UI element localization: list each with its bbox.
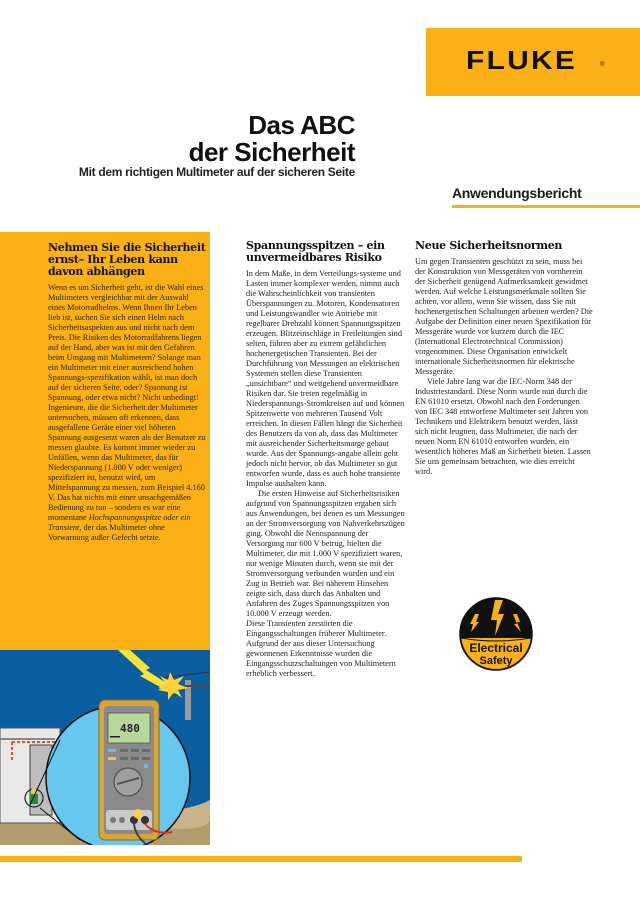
transients-paragraph-1: In dem Maße, in dem Verteilungs-systeme und Lasten immer komplexer werden, nimmt auch die Wahrscheinlichkeit von transienten Überspannungen zu. Motoren, Kondensatoren und Leistungswandler wie Antriebe mit regelbarer Drehzahl können Spannungsspitzen erzeugen. Blitzeinschläge in Freileitungen sind selten, führen aber zu extrem gefährlichen hochenergetischen Transienten. Bei der Durchführung von Messungen an elektrischen Systemen stellen diese Transienten „unsichtbare“ und weitgehend unvermeidbare Risiken dar. Sie treten regelmäßig in Niederspannungs-Stromkreisen auf und können Spitzenwerte von mehreren Tausend Volt erreichen. In diesen Fällen hängt die Sicherheit des Benutzers da von ab, dass das Multimeter mit ausreichender Sicherheitsmarge gebaut wurde. Aus der Spannungs-angabe allein geht jedoch nicht hervor, ob das Multimeter so gut entworfen wurde, dass es auch hohe transiente Impulse aushalten kann. <box>246 269 405 488</box>
standards-body <box>415 257 593 477</box>
transients-heading: Spannungsspitzen – ein unvermeidbares Risiko <box>246 239 385 264</box>
intro-sidebar <box>0 232 210 650</box>
transients-section <box>246 240 408 679</box>
standards-paragraph-1: Um gegen Transienten geschützt zu sein, muss bei der Konstruktion von Messgeräten von vornherein der Sicherheit genügend Aufmerksamkeit gewidmet werden. Auf welche Leistungsmerkmale sollten Sie achten, vor allem, wenn Sie wissen, dass Sie mit hochenergetischen Schaltungen arbeiten werden? Die Aufgabe der Definition einer neuen Spezifikation für Messgeräte wurde vor kurzem durch die IEC (International Electrotechnical Commission) vorgenommen. Diese Organisation entwickelt internationale Sicherheitsnormen für elektrische Messgeräte. <box>415 257 593 376</box>
transients-body <box>246 269 408 679</box>
sidebar-body-italic: Hochspannungsspitze oder ein Transient <box>48 513 191 532</box>
standards-paragraph-2: Viele Jahre lang war die IEC-Norm 348 der Industriestandard. Diese Norm wurde nun durch die EN 61010 ersetzt. Obwohl nach den Forderungen von IEC 348 entworfene Multimeter seit Jahren von Technikern und Elektrikern benutzt werden, lässt sich nicht leugnen, dass Multimeter, die nach der neuen Norm EN 61010 entworfen wurden, ein wesentlich höheres Maß an Sicherheit bieten. Lassen Sie uns gemeinsam betrachten, wie dies erreicht wird. <box>415 377 591 476</box>
sidebar-heading: Nehmen Sie die Sicherheit ernst– Ihr Leben kann davon abhängen <box>48 241 206 278</box>
title-line-1: Das ABC <box>248 110 355 140</box>
badge-line-1: Electrical <box>469 641 523 655</box>
document-type-label: Anwendungsbericht <box>452 185 582 201</box>
badge-line-2: Safety <box>479 655 513 667</box>
sidebar-body <box>48 283 206 543</box>
transients-paragraph-3: Diese Transienten zerstörten die Eingangsschaltungen früherer Multimeter. Aufgrund der aus dieser Untersuchung gewonnenen Erkenntnisse wurden die Eingangsschutzschaltungen von Multimetern erheblich verbessert. <box>246 619 396 678</box>
page-subtitle: Mit dem richtigen Multimeter auf der sicheren Seite <box>78 165 355 179</box>
standards-heading: Neue Sicherheitsnormen <box>415 239 563 252</box>
sidebar-body-part2: , der das Multimeter ohne Vorwarnung außer Gefecht setzte. <box>48 523 165 542</box>
standards-section <box>415 240 593 477</box>
electrical-safety-badge <box>451 592 541 672</box>
multimeter-icon <box>0 650 210 845</box>
sidebar-body-part1: Wenn es um Sicherheit geht, ist die Wahl eines Multimeters vergleichbar mit der Auswahl eines Motorradhelms. Wenn Ihnen Ihr Leben lieb ist, suchen Sie sich einen Helm nach Sicherheitsaspekten aus und nicht nach dem Preis. Die Risiken des Motorradfahrens liegen auf der Hand, aber was ist mit den Gefahren beim Umgang mit Multimetern? Solange man ein Multimeter mit einer ausreichend hohen Spannungs-spezifikation wählt, ist man doch auf der sicheren Seite, oder? Spannung ist Spannung, oder etwa nicht? Nicht unbedingt! Ingenieure, die die Sicherheit der Multimeter untersuchen, müssen oft erkennen, dass ausgefallene Geräte einer viel höheren Spannung ausgesetzt waren als der Benutzer zu messen glaubte. Es kommt immer wieder zu Unfällen, wenn das Multimeter, das für Niederspannung (1.000 V oder weniger) spezifiziert ist, benutzt wird, um Mittelspannung zu messen, zum Beispiel 4.160 V. Das hat nichts mit einer unsachgemäßen Bedienung zu tun – sondern es war eine momentane <box>48 283 206 522</box>
fluke-logo <box>426 28 640 96</box>
multimeter-illustration <box>0 650 210 845</box>
doc-type-underline <box>452 205 640 208</box>
footer-accent-bar <box>0 856 522 862</box>
logo-text: FLUKE <box>466 45 578 75</box>
title-line-2: der Sicherheit <box>188 137 355 167</box>
registered-mark: ® <box>600 62 605 68</box>
page-title <box>189 112 355 166</box>
lightning-bolt-icon <box>451 592 541 672</box>
meter-reading: 480 <box>120 722 140 735</box>
transients-paragraph-2: Die ersten Hinweise auf Sicherheitsrisiken aufgrund von Spannungsspitzen ergaben sich aus Anwendungen, bei denen es um Messungen an der Stromversorgung von Nahverkehrszügen ging. Obwohl die Nennspannung der Versorgung nur 600 V betrug, hielten die Multimeter, die mit 1.000 V spezifiziert waren, nur wenige Minuten durch, wenn sie mit der Stromversorgung verbunden wurden und ein Zug in Betrieb war. Bei näherem Hinsehen zeigte sich, dass durch das Anhalten und Anfahren des Zuges Spannungsspitzen von 10.000 V erzeugt werden. <box>246 489 405 618</box>
